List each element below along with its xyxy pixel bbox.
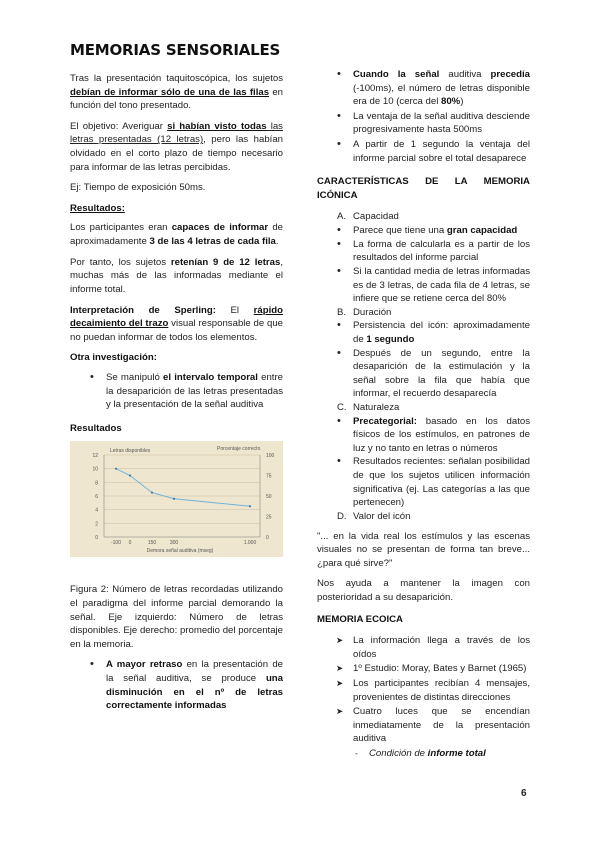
- y-left-tick: 12: [92, 453, 98, 460]
- y-right-tick: 100: [266, 453, 275, 460]
- delay-list: [70, 658, 283, 712]
- x-tick: 0: [128, 540, 132, 547]
- list-item: • Resultados recientes: señalan posibilidad de que los sujetos utilicen información significativa (ej. Las categorías a las que pertenecen): [317, 455, 530, 509]
- list-item: • La forma de calcularla es a partir de los resultados del informe parcial: [317, 238, 530, 265]
- list-item: • A partir de 1 segundo la ventaja del informe parcial sobre el total desaparece: [317, 138, 530, 165]
- results-heading-2: Resultados: [70, 422, 122, 434]
- list-item: ➤ Cuatro luces que se encendían inmediatamente de la presentación auditiva: [317, 705, 530, 746]
- list-item: • Si la cantidad media de letras informadas es de 3 letras, de cada fila de 4 letras, se infiere que se retiene cerca del 80%: [317, 265, 530, 306]
- list-item: • Persistencia del icón: aproximadamente de 1 segundo: [317, 319, 530, 346]
- x-tick: 150: [147, 540, 157, 547]
- section-a: A. Capacidad: [337, 211, 399, 223]
- data-point: [115, 468, 117, 470]
- series-line: [116, 469, 250, 507]
- y-left-tick: 10: [92, 467, 98, 474]
- other-research-heading: Otra investigación:: [70, 352, 157, 364]
- y-right-tick: 75: [266, 473, 272, 480]
- results-paragraph: Los participantes eran capaces de informar de aproximadamente 3 de las 4 letras de cada fila.: [70, 222, 283, 248]
- echoic-list: [317, 634, 530, 746]
- list-item: ➤ La información llega a través de los oídos: [317, 634, 530, 661]
- list-item: • La ventaja de la señal auditiva desciende progresivamente hasta 500ms: [317, 110, 530, 137]
- chart-svg: [70, 441, 283, 557]
- other-research-list: [70, 371, 283, 412]
- y-left-tick: 2: [95, 521, 98, 528]
- help-paragraph: Nos ayuda a mantener la imagen con posterioridad a su desaparición.: [317, 578, 530, 603]
- signal-list: [317, 68, 530, 165]
- x-tick: -100: [110, 540, 122, 547]
- list-item: • Cuando la señal auditiva precedía (-100ms), el número de letras disponible era de 10 (cerca del 80%): [317, 68, 530, 109]
- figure-caption: Figura 2: Número de letras recordadas utilizando el paradigma del informe parcial demorando la señal. Eje izquierdo: Número de letras disponibles. Eje derecho: promedio del porcentaje en la memoria.: [70, 584, 283, 650]
- x-axis-label: Demora señal auditiva (mseg): [146, 548, 214, 555]
- data-point: [129, 475, 131, 477]
- echoic-heading: MEMORIA ECOICA: [317, 613, 403, 625]
- objective-paragraph: El objetivo: Averiguar si habían visto todas las letras presentadas (12 letras), pero las habían olvidado en el corto plazo de tiempo necesario para informar de las letras percibidas.: [70, 120, 283, 173]
- x-tick: 1.000: [243, 540, 257, 547]
- section-d: D. Valor del icón: [337, 510, 411, 522]
- y-right-tick: 50: [266, 494, 272, 501]
- y-right-tick: 0: [266, 535, 269, 542]
- y-left-tick: 4: [95, 508, 98, 515]
- left-column: [70, 72, 283, 719]
- list-item: ➤ 1º Estudio: Moray, Bates y Barnet (1965): [317, 662, 530, 676]
- list-item: - Condición de informe total: [317, 747, 530, 761]
- list-item: • Se manipuló el intervalo temporal entre la desaparición de las letras presentadas y la presentación de la señal auditiva: [70, 371, 283, 412]
- section-b: B. Duración: [337, 306, 392, 318]
- results-heading: Resultados:: [70, 202, 125, 214]
- list-item: • Después de un segundo, entre la desaparición de la estimulación y la señal sobre la fila que había que informar, el recuerdo desaparecía: [317, 347, 530, 401]
- example-paragraph: Ej: Tiempo de exposición 50ms.: [70, 182, 206, 194]
- y-left-tick: 6: [95, 494, 98, 501]
- interpretation-paragraph: Interpretación de Sperling: El rápido decaimiento del trazo visual responsable de que no puedan informar de todos los elementos.: [70, 304, 284, 343]
- figure-chart: [70, 441, 283, 557]
- list-item: • Parece que tiene una gran capacidad: [317, 224, 530, 238]
- list-item: • Precategorial: basado en los datos físicos de los estímulos, en patrones de luz y no tanto en letras o números: [317, 415, 530, 456]
- legend-right: Porcentaje correcto: [217, 446, 261, 453]
- legend-left: Letras disponibles: [110, 448, 151, 455]
- y-left-tick: 8: [95, 480, 98, 487]
- echoic-sublist: [317, 747, 530, 761]
- section-c: C. Naturaleza: [337, 402, 400, 414]
- list-item: • A mayor retraso en la presentación de la señal auditiva, se produce una disminución en el nº de letras correctamente informadas: [70, 658, 283, 712]
- data-point: [249, 506, 251, 508]
- retention-paragraph: Por tanto, los sujetos retenían 9 de 12 letras, muchas más de las informadas mediante el informe total.: [70, 256, 283, 295]
- x-tick: 300: [169, 540, 179, 547]
- right-column: [317, 68, 530, 762]
- y-right-tick: 25: [266, 514, 272, 521]
- list-item: ➤ Los participantes recibían 4 mensajes, provenientes de distintas direcciones: [317, 677, 530, 704]
- characteristics-list: [317, 210, 530, 523]
- data-point: [173, 498, 175, 500]
- y-left-tick: 0: [95, 535, 98, 542]
- data-point: [151, 492, 153, 494]
- page-number: 6: [521, 788, 527, 799]
- quote-paragraph: "... en la vida real los estímulos y las escenas visuales no se presentan de forma tan breve... ¿para qué sirve?": [317, 530, 530, 569]
- characteristics-heading: CARACTERÍSTICAS DE LA MEMORIA ICÓNICA: [317, 176, 530, 201]
- page-title: MEMORIAS SENSORIALES: [70, 41, 281, 59]
- intro-paragraph: Tras la presentación taquitoscópica, los sujetos debían de informar sólo de una de las filas en función del tono presentado.: [70, 73, 283, 112]
